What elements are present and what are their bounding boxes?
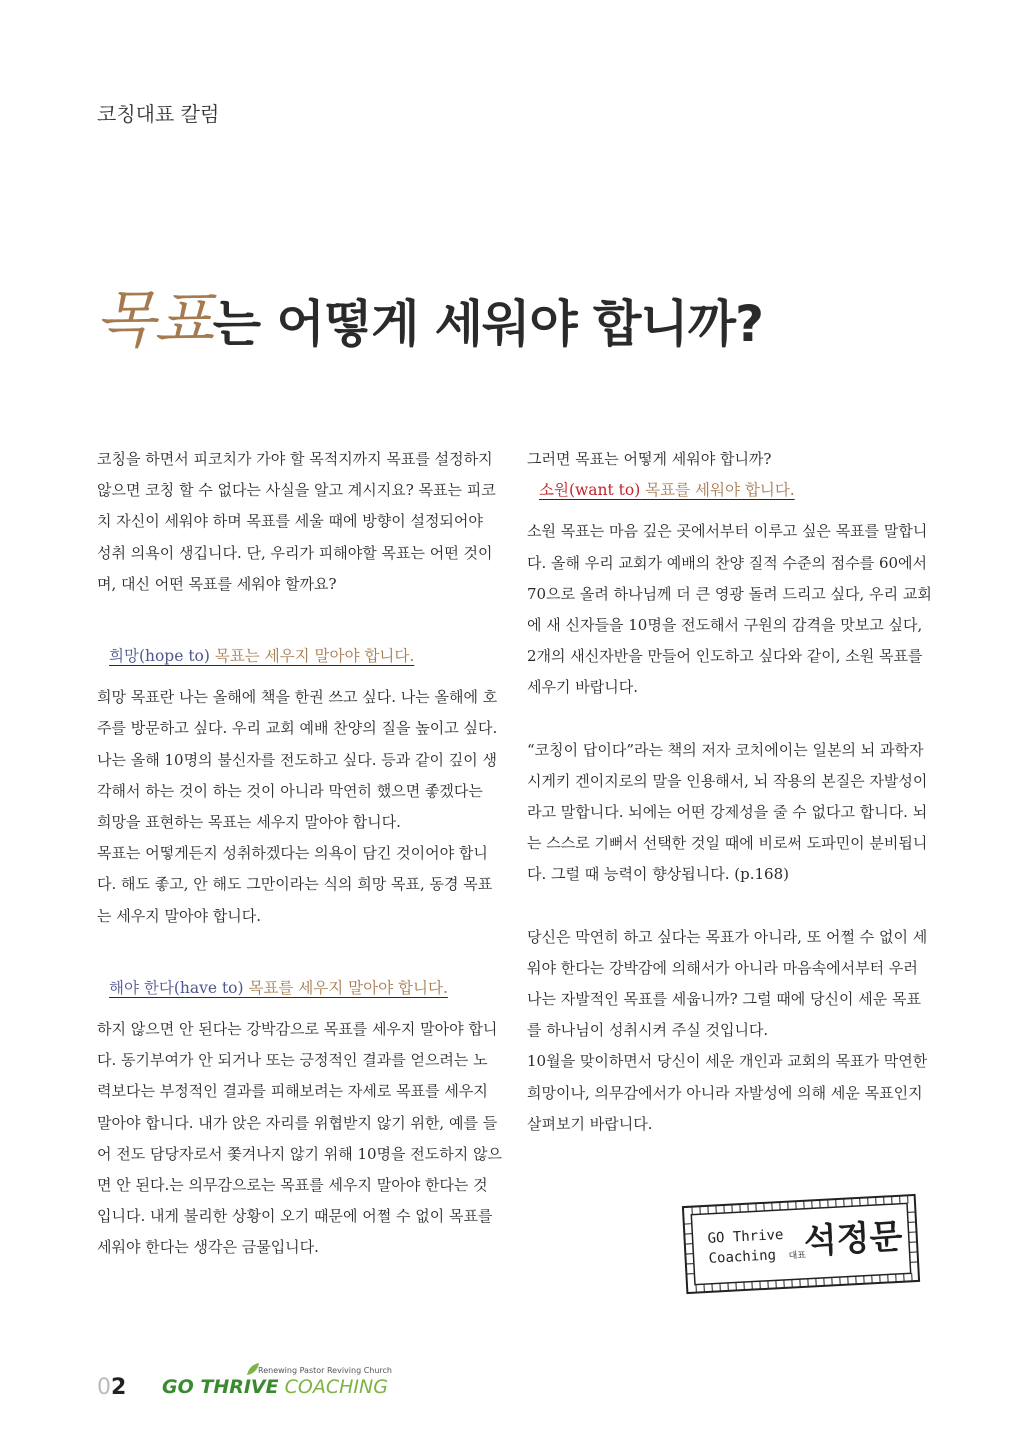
hope-paragraph-1: 희망 목표란 나는 올해에 책을 한권 쓰고 싶다. 나는 올해에 호주를 방문하고 싶다. 우리 교회 예배 찬양의 질을 높이고 싶다. 나는 올해 10명의 불신자를 전도하고 싶다. 등과 같이 깊이 생각해서 하는 것이 하는 것이 아니라 막연히 했으면 좋겠다는 희망을 표현하는 목표는 세우지 말아야 합니다. (97, 688, 498, 832)
right-column (527, 444, 932, 1140)
brand-wordmark: GO THRIVE COACHING (162, 1376, 388, 1398)
quote-paragraph: “코칭이 답이다”라는 책의 저자 코치에이는 일본의 뇌 과학자 시게키 겐이지로의 말을 인용해서, 뇌 작용의 본질은 자발성이라고 말합니다. 뇌에는 어떤 강제성을 줄 수 없다고 합니다. 뇌는 스스로 기뻐서 선택한 것일 때에 비로써 도파민이 분비됩니다. 그럴 때 능력이 향상됩니다. (p.168) (527, 740, 928, 884)
title-rest: 는 어떻게 세워야 합니까? (212, 295, 764, 353)
subheading-have-en: 해야 한다(have to) (109, 978, 244, 997)
hope-paragraph-2: 목표는 어떻게든지 성취하겠다는 의욕이 담긴 것이어야 합니다. 해도 좋고, 안 해도 그만이라는 식의 희망 목표, 동경 목표는 세우지 말아야 합니다. (97, 844, 493, 925)
signature-stamp (680, 1192, 922, 1296)
left-column (97, 444, 502, 1264)
subheading-have (97, 973, 502, 1004)
subheading-hope-en: 희망(hope to) (109, 647, 210, 666)
subheading-want-ko: 목표를 세워야 합니다. (640, 481, 795, 500)
page-title (95, 270, 763, 359)
brand-tagline: Renewing Pastor Reviving Church (258, 1366, 393, 1375)
subheading-have-ko: 목표를 세우지 말아야 합니다. (243, 978, 448, 997)
section-label: 코칭대표 칼럼 (97, 102, 220, 126)
signature-org: GO Thrive Coaching (707, 1226, 784, 1267)
intro-paragraph: 코칭을 하면서 피코치가 가야 할 목적지까지 목표를 설정하지 않으면 코칭 할 수 없다는 사실을 알고 계시지요? 목표는 피코치 자신이 세워야 하며 목표를 세울 때에 방향이 설정되어야 성취 의욕이 생깁니다. 단, 우리가 피해야할 목표는 어떤 것이며, 대신 어떤 목표를 세워야 할까요? (97, 450, 496, 593)
want-paragraph: 소원 목표는 마음 깊은 곳에서부터 이루고 싶은 목표를 말합니다. 올해 우리 교회가 예배의 찬양 질적 수준의 점수를 60에서 70으로 올려 하나님께 더 큰 영광 돌려 드리고 싶다, 우리 교회에 새 신자들을 10명을 전도해서 구원의 감격을 맛보고 싶다, 2개의 새신자반을 만들어 인도하고 싶다와 같이, 소원 목표를 세우기 바랍니다. (527, 522, 932, 697)
subheading-want-en: 소원(want to) (539, 481, 641, 500)
closing-paragraph-2: 10월을 맞이하면서 당신이 세운 개인과 교회의 목표가 막연한 희망이나, 의무감에서가 아니라 자발성에 의해 세운 목표인지 살펴보기 바랍니다. (527, 1052, 928, 1133)
have-paragraph: 하지 않으면 안 된다는 강박감으로 목표를 세우지 말아야 합니다. 동기부여가 안 되거나 또는 긍정적인 결과를 얻으려는 노력보다는 부정적인 결과를 피해보려는 자세로 목표를 세우지 말아야 합니다. 내가 앉은 자리를 위협받지 않기 위한, 예를 들어 전도 담당자로서 쫓겨나지 않기 위해 10명을 전도하지 않으면 안 된다.는 의무감으로는 목표를 세우지 말아야 한다는 것입니다. 내게 불리한 상황이 오기 때문에 어쩔 수 없이 목표를 세워야 한다는 생각은 금물입니다. (97, 1020, 502, 1257)
signature-role: 대표 (788, 1250, 807, 1262)
subheading-want (527, 475, 932, 506)
subheading-hope (97, 641, 502, 672)
closing-paragraph-1: 당신은 막연히 하고 싶다는 목표가 아니라, 또 어쩔 수 없이 세워야 한다는 강박감에 의해서가 아니라 마음속에서부터 우러나는 자발적인 목표를 세웁니까? 그럴 때에 당신이 세운 목표를 하나님이 성취시켜 주실 것입니다. (527, 927, 928, 1040)
brand-logo (162, 1362, 402, 1406)
page-number: 02 (97, 1375, 127, 1400)
subheading-hope-ko: 목표는 세우지 말아야 합니다. (209, 647, 415, 666)
title-accent: 목표 (95, 283, 213, 356)
question-line: 그러면 목표는 어떻게 세워야 합니까? (527, 450, 772, 468)
signature-name: 석정문 (802, 1216, 904, 1262)
